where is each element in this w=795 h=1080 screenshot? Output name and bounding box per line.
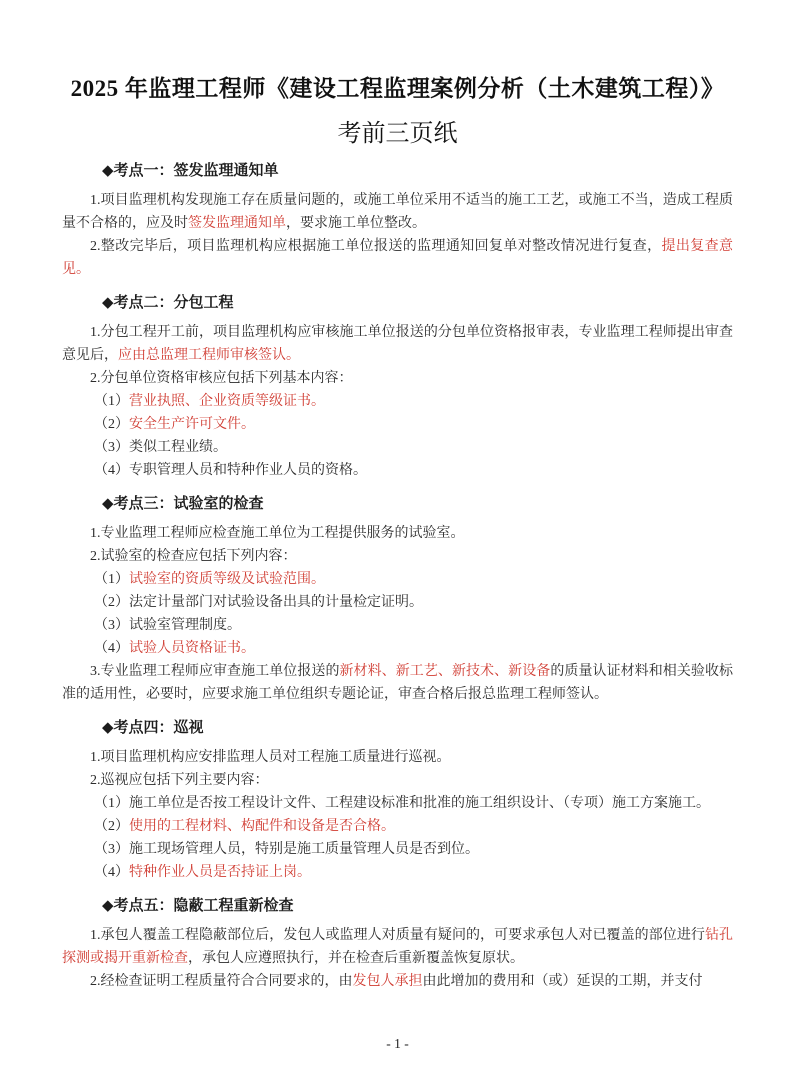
body-text: （3）施工现场管理人员，特别是施工质量管理人员是否到位。 xyxy=(94,842,479,857)
body-text: （3）类似工程业绩。 xyxy=(94,440,227,455)
list-item xyxy=(94,838,733,861)
section-heading: ◆考点二：分包工程 xyxy=(102,294,234,311)
paragraph xyxy=(62,522,733,545)
body-text: （1） xyxy=(94,394,129,409)
page-number: - 1 - xyxy=(386,1036,409,1051)
body-text: 1.项目监理机构发现施工存在质量问题的，或施工单位采用不适当的施工工艺，或施工不当，造成工程质量不合格的，应及时 xyxy=(62,193,733,231)
list-item xyxy=(94,390,733,413)
paragraph xyxy=(62,545,733,568)
section-key-point-4 xyxy=(62,718,733,884)
highlighted-text: 特种作业人员是否持证上岗。 xyxy=(129,865,311,880)
body-text: （4） xyxy=(94,865,129,880)
list-item xyxy=(94,637,733,660)
document-title: 2025 年监理工程师《建设工程监理案例分析（土木建筑工程）》 xyxy=(70,76,725,101)
section-heading: ◆考点一：签发监理通知单 xyxy=(102,162,279,179)
body-text: 由此增加的费用和（或）延误的工期，并支付 xyxy=(422,974,703,989)
document-subtitle: 考前三页纸 xyxy=(337,121,458,147)
body-text: （2） xyxy=(94,819,129,834)
body-text: （2）法定计量部门对试验设备出具的计量检定证明。 xyxy=(94,595,423,610)
body-text: 1.承包人覆盖工程隐蔽部位后，发包人或监理人对质量有疑问的，可要求承包人对已覆盖的部位进行 xyxy=(90,928,705,943)
body-text: （1） xyxy=(94,572,129,587)
section-key-point-5 xyxy=(62,896,733,993)
body-text: 1.分包工程开工前，项目监理机构应审核施工单位报送的分包单位资格报审表，专业监理工程师提出审查意见后， xyxy=(62,325,733,363)
body-text: （4）专职管理人员和特种作业人员的资格。 xyxy=(94,463,367,478)
highlighted-text: 提出复查意见。 xyxy=(62,239,733,277)
body-text: （4） xyxy=(94,641,129,656)
body-text: 的质量认证材料和相关验收标准的适用性，必要时，应要求施工单位组织专题论证，审查合格后报总监理工程师签认。 xyxy=(62,664,734,702)
body-text: （2） xyxy=(94,417,129,432)
section-heading: ◆考点三：试验室的检查 xyxy=(102,495,264,512)
highlighted-text: 发包人承担 xyxy=(352,974,423,989)
body-text: 1.专业监理工程师应检查施工单位为工程提供服务的试验室。 xyxy=(90,526,465,541)
list-item xyxy=(94,436,733,459)
body-text: （1）施工单位是否按工程设计文件、工程建设标准和批准的施工组织设计、（专项）施工方案施工。 xyxy=(94,796,710,811)
list-item xyxy=(94,815,733,838)
highlighted-text: 使用的工程材料、构配件和设备是否合格。 xyxy=(129,819,395,834)
body-text: 2.分包单位资格审核应包括下列基本内容： xyxy=(90,371,353,386)
paragraph xyxy=(62,235,733,281)
section-key-point-3 xyxy=(62,494,733,706)
paragraph xyxy=(62,189,733,235)
body-text: ，要求施工单位整改。 xyxy=(286,216,426,231)
list-item xyxy=(94,861,733,884)
section-heading: ◆考点四：巡视 xyxy=(102,719,204,736)
highlighted-text: 新材料、新工艺、新技术、新设备 xyxy=(339,664,551,679)
highlighted-text: 钻孔探测或揭开重新检查 xyxy=(62,928,734,966)
highlighted-text: 应由总监理工程师审核签认。 xyxy=(118,348,300,363)
paragraph xyxy=(62,367,733,390)
body-text: ，承包人应遵照执行，并在检查后重新覆盖恢复原状。 xyxy=(188,951,524,966)
body-text: 2.试验室的检查应包括下列内容： xyxy=(90,549,297,564)
body-text: 1.项目监理机构应安排监理人员对工程施工质量进行巡视。 xyxy=(90,750,451,765)
body-text: 3.专业监理工程师应审查施工单位报送的 xyxy=(90,664,340,679)
paragraph xyxy=(62,970,733,993)
highlighted-text: 安全生产许可文件。 xyxy=(129,417,255,432)
paragraph xyxy=(62,660,733,706)
paragraph xyxy=(62,924,733,970)
highlighted-text: 营业执照、企业资质等级证书。 xyxy=(129,394,325,409)
highlighted-text: 试验人员资格证书。 xyxy=(129,641,255,656)
highlighted-text: 试验室的资质等级及试验范围。 xyxy=(129,572,325,587)
paragraph xyxy=(62,769,733,792)
list-item xyxy=(94,568,733,591)
body-text: 2.整改完毕后，项目监理机构应根据施工单位报送的监理通知回复单对整改情况进行复查， xyxy=(90,239,662,254)
list-item xyxy=(94,459,733,482)
section-key-point-1 xyxy=(62,161,733,281)
section-heading: ◆考点五：隐蔽工程重新检查 xyxy=(102,897,294,914)
body-text: 2.巡视应包括下列主要内容： xyxy=(90,773,269,788)
list-item xyxy=(94,614,733,637)
list-item xyxy=(94,591,733,614)
list-item xyxy=(94,413,733,436)
body-text: 2.经检查证明工程质量符合合同要求的，由 xyxy=(90,974,353,989)
paragraph xyxy=(62,321,733,367)
list-item xyxy=(94,792,733,815)
paragraph xyxy=(62,746,733,769)
highlighted-text: 签发监理通知单 xyxy=(188,216,286,231)
section-key-point-2 xyxy=(62,293,733,482)
body-text: （3）试验室管理制度。 xyxy=(94,618,241,633)
